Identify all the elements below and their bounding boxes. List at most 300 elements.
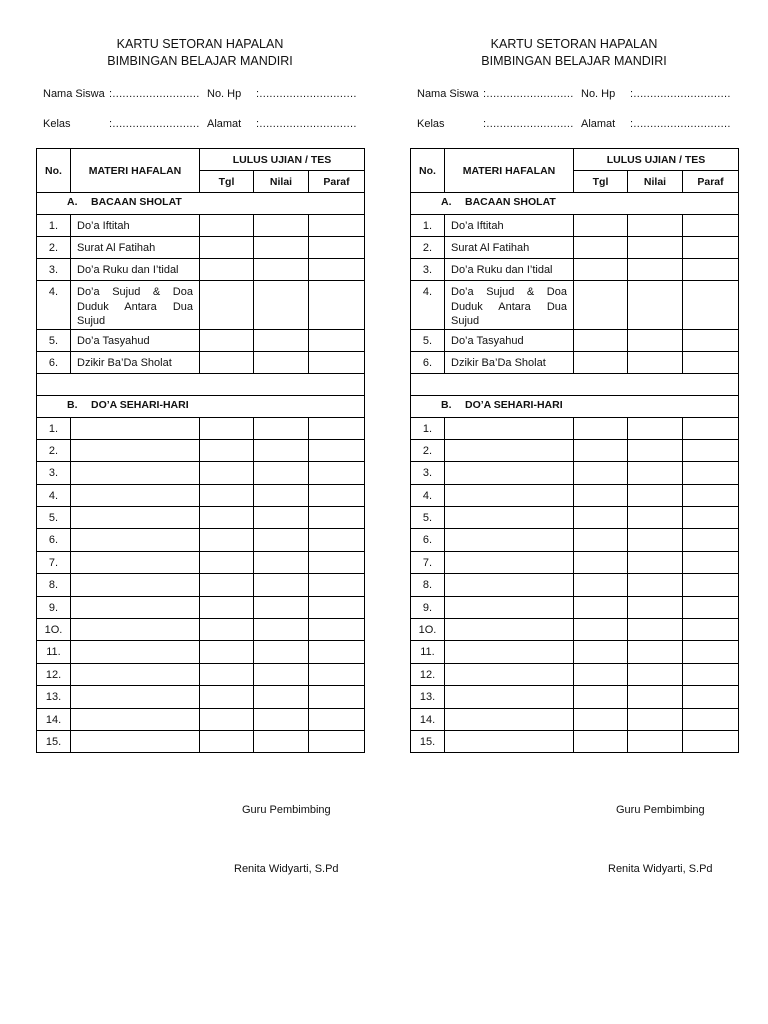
nilai-cell[interactable] xyxy=(254,529,309,551)
row-number: 15. xyxy=(37,730,71,752)
tgl-cell[interactable] xyxy=(200,237,254,259)
table-row xyxy=(411,551,739,573)
materi-cell[interactable] xyxy=(71,574,200,596)
row-number: 3. xyxy=(411,462,445,484)
tgl-cell[interactable] xyxy=(200,329,254,351)
materi-cell[interactable] xyxy=(445,439,574,461)
nilai-cell[interactable] xyxy=(254,259,309,281)
row-number: 4. xyxy=(411,484,445,506)
paraf-cell[interactable] xyxy=(309,529,365,551)
nilai-cell[interactable] xyxy=(254,329,309,351)
tgl-cell[interactable] xyxy=(574,439,628,461)
section-b-cell xyxy=(411,395,739,417)
nilai-cell[interactable] xyxy=(254,619,309,641)
materi-cell[interactable] xyxy=(445,663,574,685)
table-row xyxy=(411,686,739,708)
tgl-cell[interactable] xyxy=(200,596,254,618)
row-number: 2. xyxy=(411,237,445,259)
materi-cell[interactable] xyxy=(71,641,200,663)
paraf-cell[interactable] xyxy=(683,215,739,237)
row-number: 2. xyxy=(411,439,445,461)
table-row xyxy=(37,237,365,259)
nama-siswa-field[interactable]: :.......................... xyxy=(483,88,574,100)
header-lulus-ujian: LULUS UJIAN / TES xyxy=(574,149,739,171)
row-number: 3. xyxy=(411,259,445,281)
nilai-cell[interactable] xyxy=(254,439,309,461)
nilai-cell[interactable] xyxy=(254,462,309,484)
paraf-cell[interactable] xyxy=(683,596,739,618)
materi-cell: Do’a Iftitah xyxy=(445,215,574,237)
header-nilai: Nilai xyxy=(254,171,309,193)
tgl-cell[interactable] xyxy=(574,462,628,484)
table-row xyxy=(411,663,739,685)
nilai-cell[interactable] xyxy=(628,507,683,529)
section-b-row xyxy=(37,395,365,417)
tgl-cell[interactable] xyxy=(200,462,254,484)
paraf-cell[interactable] xyxy=(683,686,739,708)
paraf-cell[interactable] xyxy=(683,281,739,330)
tgl-cell[interactable] xyxy=(574,730,628,752)
nilai-cell[interactable] xyxy=(254,551,309,573)
materi-cell[interactable] xyxy=(445,686,574,708)
nama-siswa-field[interactable]: :.......................... xyxy=(109,88,200,100)
materi-cell[interactable] xyxy=(445,529,574,551)
nilai-cell[interactable] xyxy=(628,215,683,237)
row-number: 3. xyxy=(37,462,71,484)
guru-name: Renita Widyarti, S.Pd xyxy=(234,863,339,875)
kelas-label: Kelas xyxy=(43,118,71,130)
tgl-cell[interactable] xyxy=(200,641,254,663)
section-a-title: BACAAN SHOLAT xyxy=(465,196,556,208)
header-tgl: Tgl xyxy=(200,171,254,193)
paraf-cell[interactable] xyxy=(309,708,365,730)
row-number: 1O. xyxy=(411,619,445,641)
section-a-row xyxy=(411,193,739,215)
row-number: 4. xyxy=(37,484,71,506)
guru-pembimbing-label: Guru Pembimbing xyxy=(616,804,705,816)
tgl-cell[interactable] xyxy=(200,507,254,529)
table-row xyxy=(37,730,365,752)
table-row xyxy=(37,574,365,596)
materi-cell[interactable] xyxy=(445,596,574,618)
paraf-cell[interactable] xyxy=(309,730,365,752)
guru-name: Renita Widyarti, S.Pd xyxy=(608,863,713,875)
materi-cell[interactable] xyxy=(71,439,200,461)
paraf-cell[interactable] xyxy=(683,417,739,439)
paraf-cell[interactable] xyxy=(683,551,739,573)
tgl-cell[interactable] xyxy=(574,708,628,730)
table-row xyxy=(37,596,365,618)
materi-cell: Dzikir Ba’Da Sholat xyxy=(445,351,574,373)
paraf-cell[interactable] xyxy=(309,351,365,373)
paraf-cell[interactable] xyxy=(309,663,365,685)
materi-cell[interactable] xyxy=(445,484,574,506)
table-row xyxy=(411,708,739,730)
nilai-cell[interactable] xyxy=(628,596,683,618)
tgl-cell[interactable] xyxy=(574,551,628,573)
row-number: 14. xyxy=(37,708,71,730)
header-paraf: Paraf xyxy=(309,171,365,193)
nilai-cell[interactable] xyxy=(628,574,683,596)
materi-cell: Do’a Sujud & Doa Duduk Antara Dua Sujud xyxy=(71,281,200,330)
tgl-cell[interactable] xyxy=(574,215,628,237)
materi-cell: Do’a Sujud & Doa Duduk Antara Dua Sujud xyxy=(445,281,574,330)
paraf-cell[interactable] xyxy=(683,237,739,259)
table-row xyxy=(37,641,365,663)
row-number: 1. xyxy=(411,417,445,439)
section-a-row xyxy=(37,193,365,215)
section-b-letter: B. xyxy=(441,398,452,411)
materi-cell: Do’a Ruku dan I’tidal xyxy=(445,259,574,281)
table-row xyxy=(37,708,365,730)
paraf-cell[interactable] xyxy=(683,730,739,752)
card-title xyxy=(36,36,364,70)
spacer-row xyxy=(411,373,739,395)
header-materi-hafalan: MATERI HAFALAN xyxy=(71,149,200,193)
title-line-2: BIMBINGAN BELAJAR MANDIRI xyxy=(481,54,667,68)
title-line-1: KARTU SETORAN HAPALAN xyxy=(490,37,658,51)
row-number: 13. xyxy=(37,686,71,708)
materi-cell[interactable] xyxy=(445,619,574,641)
materi-cell: Do’a Iftitah xyxy=(71,215,200,237)
paraf-cell[interactable] xyxy=(683,439,739,461)
title-line-1: KARTU SETORAN HAPALAN xyxy=(116,37,284,51)
materi-cell[interactable] xyxy=(71,507,200,529)
row-number: 4. xyxy=(37,281,71,330)
row-number: 4. xyxy=(411,281,445,330)
row-number: 1. xyxy=(37,215,71,237)
tgl-cell[interactable] xyxy=(200,281,254,330)
paraf-cell[interactable] xyxy=(683,529,739,551)
table-row xyxy=(411,439,739,461)
tgl-cell[interactable] xyxy=(574,641,628,663)
row-number: 1. xyxy=(411,215,445,237)
tgl-cell[interactable] xyxy=(574,529,628,551)
tgl-cell[interactable] xyxy=(574,686,628,708)
nilai-cell[interactable] xyxy=(628,619,683,641)
tgl-cell[interactable] xyxy=(200,417,254,439)
row-number: 8. xyxy=(37,574,71,596)
header-no: No. xyxy=(37,149,71,193)
materi-cell[interactable] xyxy=(71,462,200,484)
paraf-cell[interactable] xyxy=(683,708,739,730)
paraf-cell[interactable] xyxy=(683,329,739,351)
tgl-cell[interactable] xyxy=(574,619,628,641)
tgl-cell[interactable] xyxy=(200,551,254,573)
table-row xyxy=(37,462,365,484)
spacer-cell xyxy=(411,373,739,395)
table-row xyxy=(411,529,739,551)
row-number: 2. xyxy=(37,237,71,259)
nilai-cell[interactable] xyxy=(254,484,309,506)
paraf-cell[interactable] xyxy=(309,281,365,330)
nilai-cell[interactable] xyxy=(628,462,683,484)
section-a-letter: A. xyxy=(441,196,452,208)
table-row xyxy=(37,351,365,373)
paraf-cell[interactable] xyxy=(683,619,739,641)
paraf-cell[interactable] xyxy=(683,484,739,506)
row-number: 12. xyxy=(37,663,71,685)
paraf-cell[interactable] xyxy=(309,462,365,484)
paraf-cell[interactable] xyxy=(309,215,365,237)
paraf-cell[interactable] xyxy=(683,641,739,663)
row-number: 3. xyxy=(37,259,71,281)
nilai-cell[interactable] xyxy=(254,574,309,596)
paraf-cell[interactable] xyxy=(309,439,365,461)
materi-cell: Dzikir Ba’Da Sholat xyxy=(71,351,200,373)
materi-cell[interactable] xyxy=(445,507,574,529)
tgl-cell[interactable] xyxy=(200,663,254,685)
paraf-cell[interactable] xyxy=(309,686,365,708)
materi-cell[interactable] xyxy=(445,574,574,596)
table-row xyxy=(37,484,365,506)
nilai-cell[interactable] xyxy=(254,641,309,663)
no-hp-label: No. Hp xyxy=(581,88,616,100)
row-number: 2. xyxy=(37,439,71,461)
section-b-title: DO’A SEHARI-HARI xyxy=(465,398,563,411)
paraf-cell[interactable] xyxy=(309,551,365,573)
nilai-cell[interactable] xyxy=(254,730,309,752)
row-number: 8. xyxy=(411,574,445,596)
table-row xyxy=(411,596,739,618)
row-number: 1O. xyxy=(37,619,71,641)
section-b-letter: B. xyxy=(67,398,78,411)
header-nilai: Nilai xyxy=(628,171,683,193)
table-row xyxy=(37,215,365,237)
row-number: 5. xyxy=(411,507,445,529)
nilai-cell[interactable] xyxy=(628,237,683,259)
spacer-cell xyxy=(37,373,365,395)
table-row xyxy=(37,619,365,641)
tgl-cell[interactable] xyxy=(200,708,254,730)
nilai-cell[interactable] xyxy=(628,686,683,708)
paraf-cell[interactable] xyxy=(309,619,365,641)
section-b-cell xyxy=(37,395,365,417)
nilai-cell[interactable] xyxy=(254,237,309,259)
materi-cell[interactable] xyxy=(71,663,200,685)
paraf-cell[interactable] xyxy=(309,507,365,529)
spacer-row xyxy=(37,373,365,395)
nilai-cell[interactable] xyxy=(628,708,683,730)
tgl-cell[interactable] xyxy=(200,686,254,708)
tgl-cell[interactable] xyxy=(574,237,628,259)
table-row xyxy=(411,462,739,484)
tgl-cell[interactable] xyxy=(574,259,628,281)
no-hp-label: No. Hp xyxy=(207,88,242,100)
nilai-cell[interactable] xyxy=(254,281,309,330)
row-number: 15. xyxy=(411,730,445,752)
section-b-row xyxy=(411,395,739,417)
row-number: 5. xyxy=(37,329,71,351)
table-row xyxy=(411,281,739,330)
table-row xyxy=(37,686,365,708)
nilai-cell[interactable] xyxy=(254,708,309,730)
paraf-cell[interactable] xyxy=(309,259,365,281)
materi-cell[interactable] xyxy=(71,417,200,439)
tgl-cell[interactable] xyxy=(574,574,628,596)
table-row xyxy=(37,281,365,330)
kelas-field[interactable]: :.......................... xyxy=(483,118,574,130)
nilai-cell[interactable] xyxy=(254,417,309,439)
paraf-cell[interactable] xyxy=(683,663,739,685)
card-right xyxy=(410,0,738,1024)
paraf-cell[interactable] xyxy=(683,351,739,373)
paraf-cell[interactable] xyxy=(683,574,739,596)
tgl-cell[interactable] xyxy=(200,259,254,281)
tgl-cell[interactable] xyxy=(200,619,254,641)
materi-cell[interactable] xyxy=(445,462,574,484)
materi-cell: Do’a Tasyahud xyxy=(71,329,200,351)
nilai-cell[interactable] xyxy=(628,551,683,573)
row-number: 6. xyxy=(37,529,71,551)
table-row xyxy=(37,439,365,461)
nilai-cell[interactable] xyxy=(628,439,683,461)
row-number: 5. xyxy=(411,329,445,351)
header-materi-hafalan: MATERI HAFALAN xyxy=(445,149,574,193)
nilai-cell[interactable] xyxy=(628,329,683,351)
materi-cell[interactable] xyxy=(71,708,200,730)
table-row xyxy=(411,730,739,752)
header-lulus-ujian: LULUS UJIAN / TES xyxy=(200,149,365,171)
nilai-cell[interactable] xyxy=(628,529,683,551)
tgl-cell[interactable] xyxy=(574,484,628,506)
paraf-cell[interactable] xyxy=(309,574,365,596)
paraf-cell[interactable] xyxy=(683,259,739,281)
nilai-cell[interactable] xyxy=(628,641,683,663)
nama-siswa-label: Nama Siswa xyxy=(417,88,479,100)
kelas-field[interactable]: :.......................... xyxy=(109,118,200,130)
nilai-cell[interactable] xyxy=(254,507,309,529)
row-number: 6. xyxy=(37,351,71,373)
table-row xyxy=(411,507,739,529)
table-row xyxy=(37,329,365,351)
table-row xyxy=(411,329,739,351)
section-a-letter: A. xyxy=(67,196,78,208)
nilai-cell[interactable] xyxy=(628,259,683,281)
section-b-title: DO’A SEHARI-HARI xyxy=(91,398,189,411)
tgl-cell[interactable] xyxy=(200,439,254,461)
no-hp-field[interactable]: :............................. xyxy=(256,88,357,100)
tgl-cell[interactable] xyxy=(574,351,628,373)
nilai-cell[interactable] xyxy=(254,663,309,685)
materi-cell[interactable] xyxy=(71,551,200,573)
materi-cell[interactable] xyxy=(445,641,574,663)
tgl-cell[interactable] xyxy=(200,574,254,596)
tgl-cell[interactable] xyxy=(200,215,254,237)
header-tgl: Tgl xyxy=(574,171,628,193)
card-left xyxy=(36,0,364,1024)
table-row xyxy=(37,507,365,529)
nilai-cell[interactable] xyxy=(254,686,309,708)
nilai-cell[interactable] xyxy=(628,663,683,685)
tgl-cell[interactable] xyxy=(574,281,628,330)
materi-cell[interactable] xyxy=(71,529,200,551)
materi-cell[interactable] xyxy=(71,619,200,641)
materi-cell: Surat Al Fatihah xyxy=(71,237,200,259)
nilai-cell[interactable] xyxy=(628,281,683,330)
nilai-cell[interactable] xyxy=(628,730,683,752)
table-row xyxy=(411,574,739,596)
no-hp-field[interactable]: :............................. xyxy=(630,88,731,100)
table-row xyxy=(411,237,739,259)
table-row xyxy=(411,641,739,663)
row-number: 9. xyxy=(37,596,71,618)
kelas-label: Kelas xyxy=(417,118,445,130)
tgl-cell[interactable] xyxy=(574,507,628,529)
paraf-cell[interactable] xyxy=(309,484,365,506)
tgl-cell[interactable] xyxy=(200,529,254,551)
guru-pembimbing-label: Guru Pembimbing xyxy=(242,804,331,816)
alamat-label: Alamat xyxy=(581,118,616,130)
hafalan-table xyxy=(36,148,365,753)
paraf-cell[interactable] xyxy=(309,237,365,259)
paraf-cell[interactable] xyxy=(309,641,365,663)
tgl-cell[interactable] xyxy=(574,417,628,439)
paraf-cell[interactable] xyxy=(683,462,739,484)
alamat-field[interactable]: :............................. xyxy=(630,118,731,130)
paraf-cell[interactable] xyxy=(309,596,365,618)
row-number: 11. xyxy=(411,641,445,663)
nilai-cell[interactable] xyxy=(254,351,309,373)
header-no: No. xyxy=(411,149,445,193)
table-row xyxy=(37,417,365,439)
materi-cell[interactable] xyxy=(445,417,574,439)
row-number: 7. xyxy=(411,551,445,573)
paraf-cell[interactable] xyxy=(309,329,365,351)
tgl-cell[interactable] xyxy=(574,329,628,351)
nilai-cell[interactable] xyxy=(628,351,683,373)
nilai-cell[interactable] xyxy=(254,596,309,618)
alamat-field[interactable]: :............................. xyxy=(256,118,357,130)
materi-cell[interactable] xyxy=(445,708,574,730)
materi-cell[interactable] xyxy=(445,730,574,752)
tgl-cell[interactable] xyxy=(574,596,628,618)
nilai-cell[interactable] xyxy=(254,215,309,237)
section-a-title: BACAAN SHOLAT xyxy=(91,196,182,208)
materi-cell[interactable] xyxy=(445,551,574,573)
materi-cell[interactable] xyxy=(71,730,200,752)
row-number: 11. xyxy=(37,641,71,663)
row-number: 5. xyxy=(37,507,71,529)
materi-cell: Do’a Ruku dan I’tidal xyxy=(71,259,200,281)
paraf-cell[interactable] xyxy=(683,507,739,529)
card-title xyxy=(410,36,738,70)
table-row xyxy=(411,351,739,373)
title-line-2: BIMBINGAN BELAJAR MANDIRI xyxy=(107,54,293,68)
tgl-cell[interactable] xyxy=(200,484,254,506)
table-row xyxy=(411,484,739,506)
tgl-cell[interactable] xyxy=(574,663,628,685)
materi-cell: Surat Al Fatihah xyxy=(445,237,574,259)
materi-cell[interactable] xyxy=(71,686,200,708)
table-row xyxy=(411,417,739,439)
alamat-label: Alamat xyxy=(207,118,242,130)
tgl-cell[interactable] xyxy=(200,730,254,752)
nilai-cell[interactable] xyxy=(628,484,683,506)
nilai-cell[interactable] xyxy=(628,417,683,439)
row-number: 6. xyxy=(411,529,445,551)
materi-cell: Do’a Tasyahud xyxy=(445,329,574,351)
table-row xyxy=(37,551,365,573)
materi-cell[interactable] xyxy=(71,596,200,618)
paraf-cell[interactable] xyxy=(309,417,365,439)
materi-cell[interactable] xyxy=(71,484,200,506)
table-row xyxy=(411,259,739,281)
hafalan-table xyxy=(410,148,739,753)
tgl-cell[interactable] xyxy=(200,351,254,373)
row-number: 12. xyxy=(411,663,445,685)
row-number: 14. xyxy=(411,708,445,730)
